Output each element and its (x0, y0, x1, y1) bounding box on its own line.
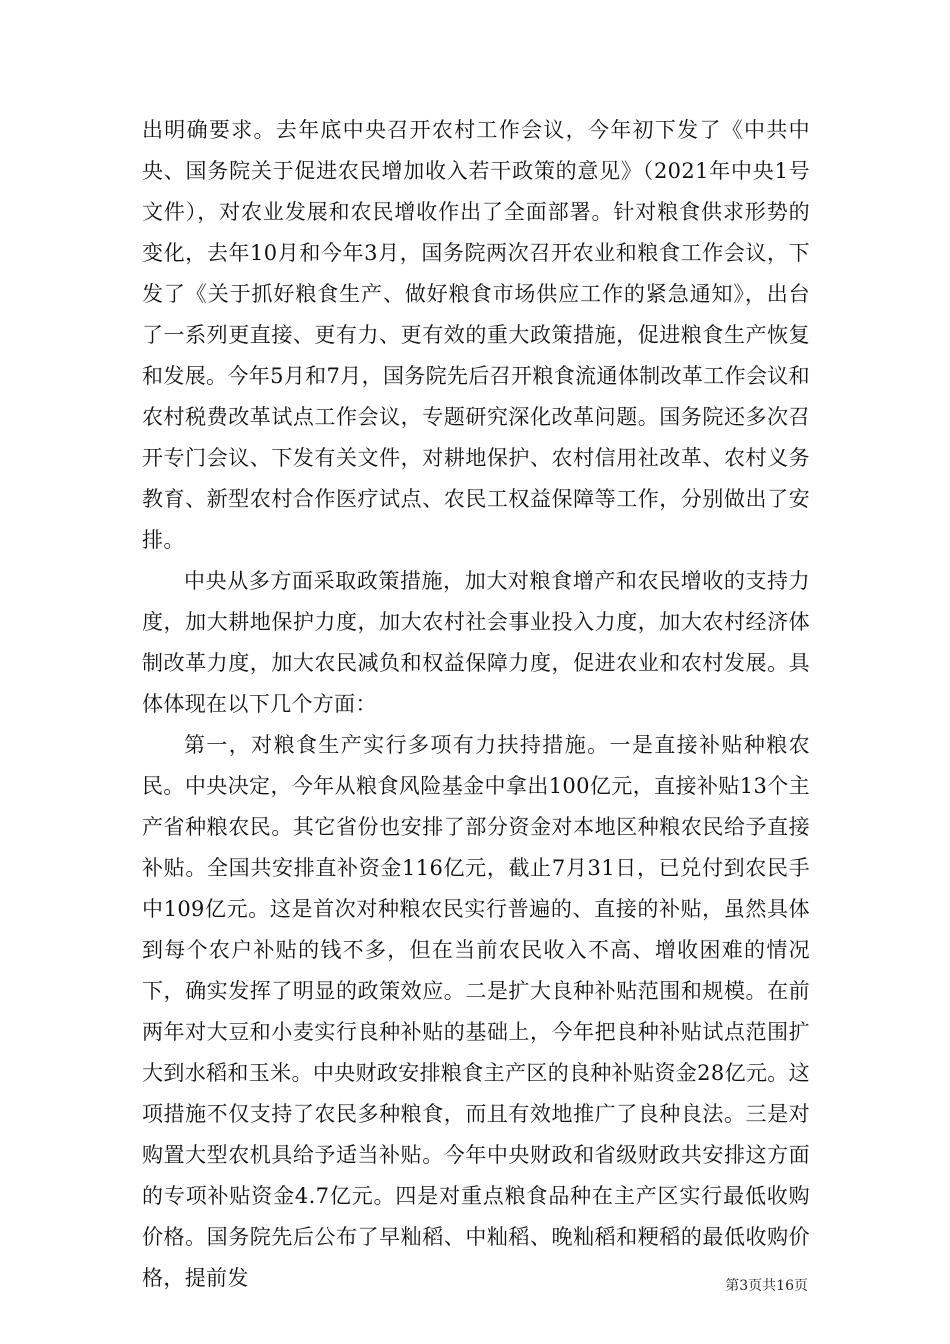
paragraph-grain-support: 第一，对粮食生产实行多项有力扶持措施。一是直接补贴种粮农民。中央决定，今年从粮食风险基金中拿出100亿元，直接补贴13个主产省种粮农民。其它省份也安排了部分资金对本地区种粮农民给予直接补贴。全国共安排直补资金116亿元，截止7月31日，已兑付到农民手中109亿元。这是首次对种粮农民实行普遍的、直接的补贴，虽然具体到每个农户补贴的钱不多，但在当前农民收入不高、增收困难的情况下，确实发挥了明显的政策效应。二是扩大良种补贴范围和规模。在前两年对大豆和小麦实行良种补贴的基础上，今年把良种补贴试点范围扩大到水稻和玉米。中央财政安排粮食主产区的良种补贴资金28亿元。这项措施不仅支持了农民多种粮食，而且有效地推广了良种良法。三是对购置大型农机具给予适当补贴。今年中央财政和省级财政共安排这方面的专项补贴资金4.7亿元。四是对重点粮食品种在主产区实行最低收购价格。国务院先后公布了早籼稻、中籼稻、晚籼稻和粳稻的最低收购价格，提前发 (142, 733, 810, 1290)
paragraph-continuation: 出明确要求。去年底中央召开农村工作会议，今年初下发了《中共中央、国务院关于促进农民增加收入若干政策的意见》（2021年中央1号文件），对农业发展和农民增收作出了全面部署。针对粮食供求形势的变化，去年10月和今年3月，国务院两次召开农业和粮食工作会议，下发了《关于抓好粮食生产、做好粮食市场供应工作的紧急通知》，出台了一系列更直接、更有力、更有效的重大政策措施，促进粮食生产恢复和发展。今年5月和7月，国务院先后召开粮食流通体制改革工作会议和农村税费改革试点工作会议，专题研究深化改革问题。国务院还多次召开专门会议、下发有关文件，对耕地保护、农村信用社改革、农村义务教育、新型农村合作医疗试点、农民工权益保障等工作，分别做出了安排。 (142, 118, 810, 552)
paragraph-central-measures: 中央从多方面采取政策措施，加大对粮食增产和农民增收的支持力度，加大耕地保护力度，加大农村社会事业投入力度，加大农村经济体制改革力度，加大农民减负和权益保障力度，促进农业和农村发展。具体体现在以下几个方面： (142, 569, 810, 716)
page-number-footer: 第3页共16页 (725, 1278, 808, 1294)
document-body (142, 110, 810, 1299)
